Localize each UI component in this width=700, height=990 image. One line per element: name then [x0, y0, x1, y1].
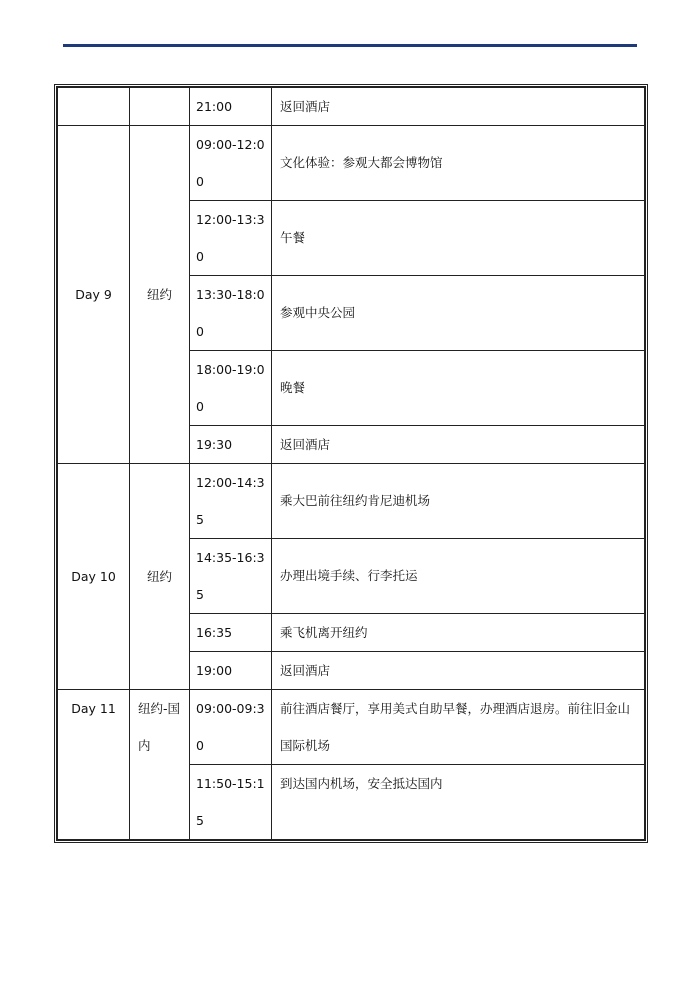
activity-cell: 返回酒店 [272, 652, 645, 690]
time-cell: 19:30 [190, 426, 272, 464]
activity-cell: 返回酒店 [272, 88, 645, 126]
table-row [58, 464, 645, 539]
time-cell: 12:00-13:30 [190, 201, 272, 276]
activity-cell: 午餐 [272, 201, 645, 276]
time-cell: 19:00 [190, 652, 272, 690]
time-cell: 14:35-16:35 [190, 539, 272, 614]
activity-cell: 办理出境手续、行李托运 [272, 539, 645, 614]
city-cell: 纽约 [130, 464, 190, 690]
activity-cell: 参观中央公园 [272, 276, 645, 351]
city-cell [130, 88, 190, 126]
time-cell: 16:35 [190, 614, 272, 652]
table-row [58, 126, 645, 201]
table-row [58, 88, 645, 126]
day-cell: Day 10 [58, 464, 130, 690]
time-cell: 11:50-15:15 [190, 765, 272, 840]
activity-cell: 乘大巴前往纽约肯尼迪机场 [272, 464, 645, 539]
time-cell: 13:30-18:00 [190, 276, 272, 351]
activity-cell: 文化体验：参观大都会博物馆 [272, 126, 645, 201]
activity-cell: 乘飞机离开纽约 [272, 614, 645, 652]
day-cell [58, 88, 130, 126]
time-cell: 09:00-12:00 [190, 126, 272, 201]
city-cell: 纽约-国内 [130, 690, 190, 840]
activity-cell: 到达国内机场，安全抵达国内 [272, 765, 645, 840]
activity-cell: 前往酒店餐厅，享用美式自助早餐，办理酒店退房。前往旧金山国际机场 [272, 690, 645, 765]
time-cell: 21:00 [190, 88, 272, 126]
header-rule [63, 44, 637, 47]
table-row [58, 690, 645, 765]
time-cell: 18:00-19:00 [190, 351, 272, 426]
time-cell: 12:00-14:35 [190, 464, 272, 539]
city-cell: 纽约 [130, 126, 190, 464]
activity-cell: 晚餐 [272, 351, 645, 426]
day-cell: Day 11 [58, 690, 130, 840]
day-cell: Day 9 [58, 126, 130, 464]
itinerary-table [54, 84, 648, 843]
time-cell: 09:00-09:30 [190, 690, 272, 765]
activity-cell: 返回酒店 [272, 426, 645, 464]
